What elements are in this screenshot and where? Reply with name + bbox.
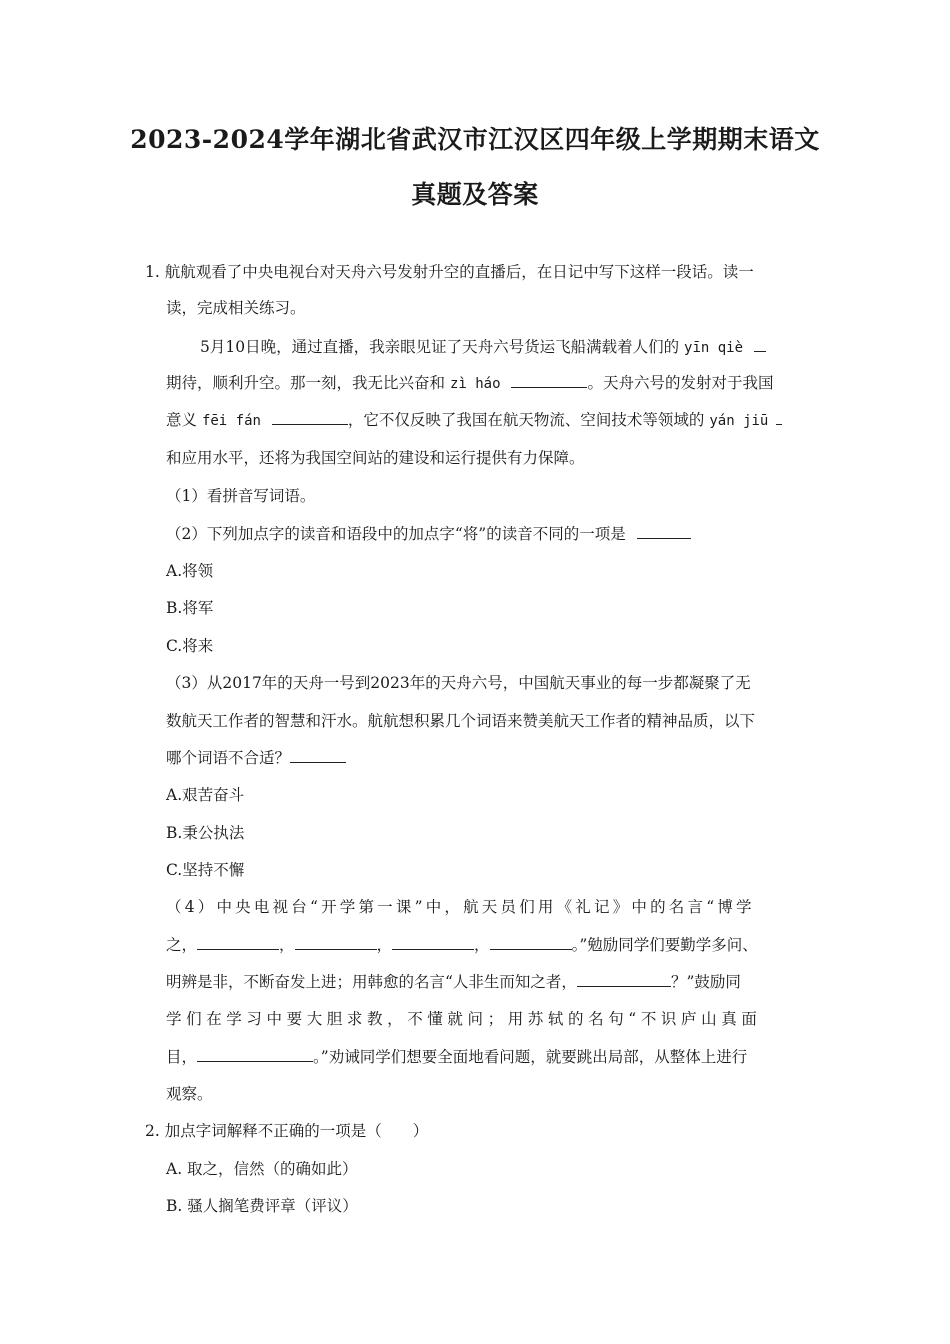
answer-blank[interactable] [295, 935, 377, 950]
answer-blank[interactable] [511, 373, 587, 388]
pinyin-yinqie: yīn qiè [684, 340, 744, 356]
q1-sub1: （1）看拼音写词语。 [166, 487, 316, 505]
q1-sub4-line6: 观察。 [166, 1085, 213, 1103]
sub2-option-a[interactable]: A.将领 [166, 562, 214, 580]
sub4-text: 。”劝诫同学们想要全面地看问题，就要跳出局部，从整体上进行 [313, 1048, 748, 1066]
answer-blank[interactable] [290, 748, 346, 763]
q1-stem-line1: 1. 航航观看了中央电视台对天舟六号发射升空的直播后，在日记中写下这样一段话。读一 [145, 263, 754, 281]
q2-option-a[interactable]: A. 取之，信然（的确如此） [166, 1160, 358, 1178]
q1-sub4-line3 [166, 972, 741, 992]
sub3-text: 哪个词语不合适？ [166, 749, 291, 767]
sub4-text: 目， [166, 1048, 198, 1066]
sub2-option-b[interactable]: B.将军 [166, 599, 214, 617]
q1-sub4-line2 [166, 935, 758, 955]
passage-text: 期待，顺利升空。那一刻，我无比兴奋和 [166, 374, 446, 392]
sub4-text: 明辨是非，不断奋发上进；用韩愈的名言“人非生而知之者， [166, 973, 577, 991]
comma: ， [376, 936, 393, 954]
q1-passage-line1 [200, 337, 766, 358]
q1-stem-line2: 读，完成相关练习。 [166, 299, 306, 317]
answer-blank[interactable] [754, 337, 766, 352]
passage-text: 。天舟六号的发射对于我国 [587, 374, 774, 392]
q1-sub4-line5 [166, 1047, 747, 1067]
passage-text: 意义 [166, 411, 198, 429]
passage-text: 5月10日晚，通过直播，我亲眼见证了天舟六号货运飞船满载着人们的 [200, 338, 680, 356]
answer-blank[interactable] [490, 935, 572, 950]
answer-blank[interactable] [637, 524, 691, 539]
document-title-line1: 2023-2024学年湖北省武汉市江汉区四年级上学期期末语文 [130, 125, 820, 154]
answer-blank[interactable] [776, 410, 782, 425]
sub4-text: ？”鼓励同 [670, 973, 741, 991]
sub2-option-c[interactable]: C.将来 [166, 637, 214, 655]
comma: ， [279, 936, 295, 954]
q1-sub3-line1: （3）从2017年的天舟一号到2023年的天舟六号，中国航天事业的每一步都凝聚了无 [166, 674, 751, 692]
pinyin-yanjiu: yán jiū [709, 413, 769, 429]
q2-stem: 2. 加点字词解释不正确的一项是（ ） [145, 1122, 429, 1140]
q2-option-b[interactable]: B. 骚人搁笔费评章（评议） [166, 1197, 358, 1215]
q1-sub3-line2: 数航天工作者的智慧和汗水。航航想积累几个词语来赞美航天工作者的精神品质，以下 [166, 712, 756, 730]
answer-blank[interactable] [577, 972, 671, 987]
q1-passage-line2 [166, 373, 773, 394]
answer-blank[interactable] [392, 935, 474, 950]
q1-sub4-line1: （4）中央电视台“开学第一课”中，航天员们用《礼记》中的名言“博学 [166, 898, 755, 916]
passage-text: ，它不仅反映了我国在航天物流、空间技术等领域的 [347, 411, 705, 429]
sub4-text: 之， [166, 936, 198, 954]
document-title-line2: 真题及答案 [411, 180, 539, 209]
sub3-option-c[interactable]: C.坚持不懈 [166, 861, 245, 879]
q1-sub4-line4: 学们在学习中要大胆求教，不懂就问；用苏轼的名句“不识庐山真面 [166, 1010, 762, 1028]
sub3-option-a[interactable]: A.艰苦奋斗 [166, 786, 245, 804]
answer-blank[interactable] [272, 410, 348, 425]
q1-sub3-line3 [166, 748, 346, 768]
q1-sub2 [166, 524, 691, 544]
sub3-option-b[interactable]: B.秉公执法 [166, 824, 245, 842]
pinyin-feifan: fēi fán [201, 413, 261, 429]
q1-passage-line3 [166, 410, 782, 431]
sub4-text: 。”勉励同学们要勤学多问、 [571, 936, 758, 954]
sub2-text: （2）下列加点字的读音和语段中的加点字“将”的读音不同的一项是 [166, 525, 626, 543]
answer-blank[interactable] [197, 1047, 313, 1062]
q1-passage-line4: 和应用水平，还将为我国空间站的建设和运行提供有力保障。 [166, 449, 585, 467]
answer-blank[interactable] [197, 935, 279, 950]
comma: ， [474, 936, 490, 954]
pinyin-zihao: zì háo [449, 376, 501, 392]
